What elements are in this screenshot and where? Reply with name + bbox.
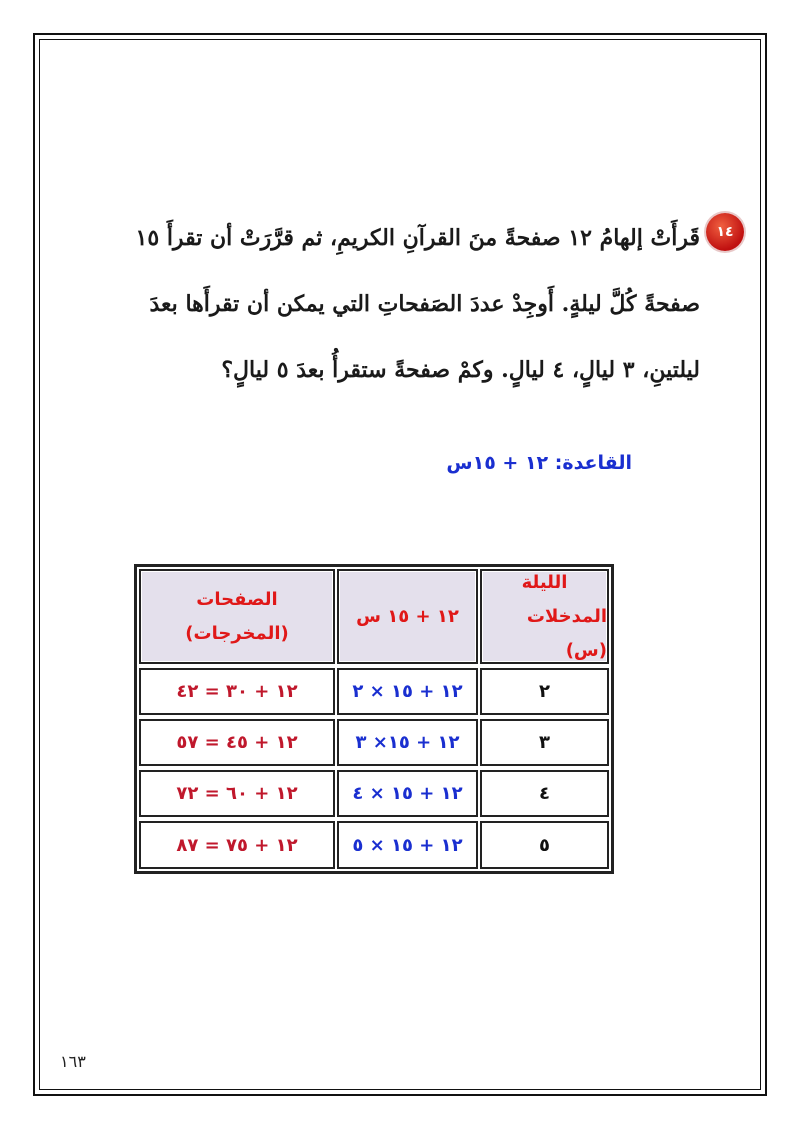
header-expression-label: ١٢ + ١٥ س xyxy=(356,606,459,627)
header-night-title: الليلة xyxy=(521,571,568,593)
table-row-expression: ١٢ + ١٥ × ٢ xyxy=(337,668,478,715)
problem-number-badge xyxy=(706,213,744,251)
table-row-output: ١٢ + ٦٠ = ٧٢ xyxy=(139,770,335,817)
table-row-expression: ١٢ + ١٥ × ٥ xyxy=(337,821,478,869)
header-pages xyxy=(139,569,335,664)
problem-number: ١٤ xyxy=(716,224,734,240)
table-row-output: ١٢ + ٤٥ = ٥٧ xyxy=(139,719,335,766)
rule-text: القاعدة: ١٢ + ١٥س xyxy=(446,452,632,474)
table-row-night: ٤ xyxy=(480,770,609,817)
table-row-night: ٥ xyxy=(480,821,609,869)
page-number: ١٦٣ xyxy=(60,1052,86,1071)
table-row-night: ٣ xyxy=(480,719,609,766)
header-expression xyxy=(337,569,478,664)
input-output-table xyxy=(134,564,614,874)
header-night xyxy=(480,569,609,664)
table-row-output: ١٢ + ٣٠ = ٤٢ xyxy=(139,668,335,715)
table-row-expression: ١٢ + ١٥ × ٤ xyxy=(337,770,478,817)
header-pages-subtitle: (المخرجات) xyxy=(185,622,289,644)
problem-text: قَرأَتْ إلهامُ ١٢ صفحةً منَ القرآنِ الكريمِ، ثم قرَّرَتْ أن تقرأَ ١٥ صفحةً كُلَّ ليلةٍ. أَوجِدْ عددَ الصَفحاتِ التي يمكن أن تقرأَها بعدَ ليلتينِ، ٣ ليالٍ، ٤ ليالٍ. وكمْ صفحةً ستقرأُ بعدَ ٥ ليالٍ؟ xyxy=(135,225,700,383)
table-row-output: ١٢ + ٧٥ = ٨٧ xyxy=(139,821,335,869)
header-pages-title: الصفحات xyxy=(196,588,278,610)
table-row-expression: ١٢ + ١٥× ٣ xyxy=(337,719,478,766)
table-row-night: ٢ xyxy=(480,668,609,715)
header-night-subtitle: المدخلات (س) xyxy=(526,605,607,661)
